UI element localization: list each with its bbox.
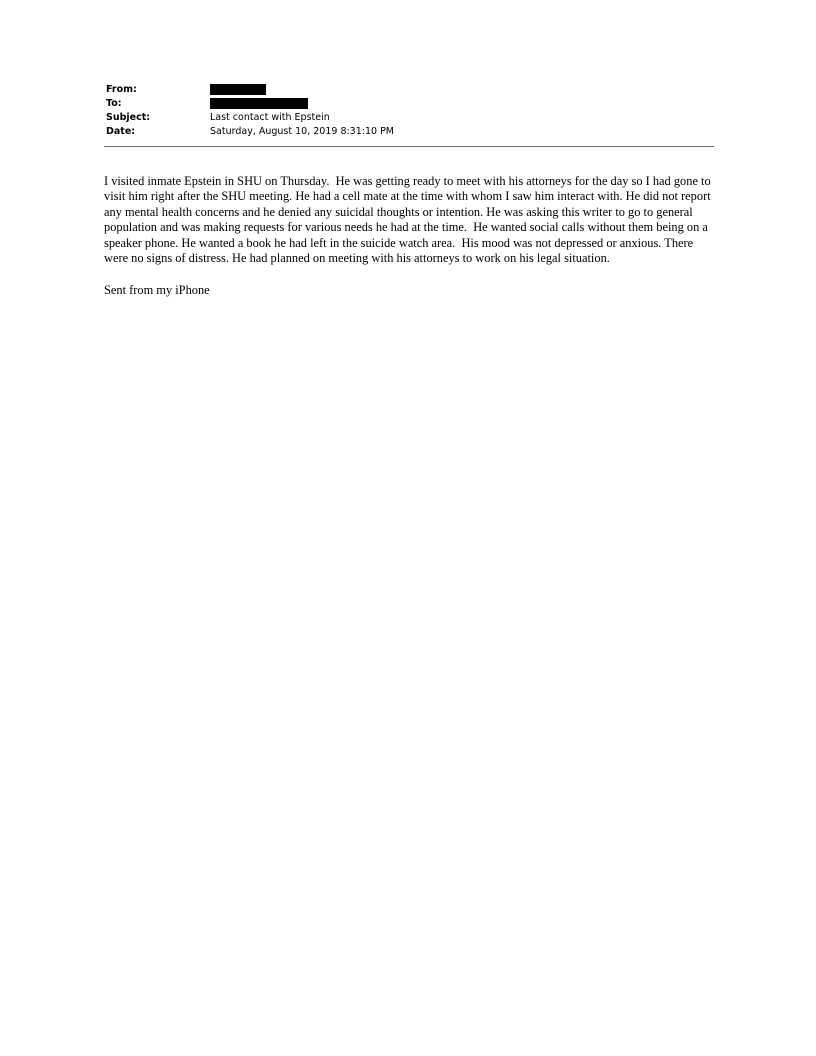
- to-row: [104, 96, 714, 110]
- to-value: [210, 98, 714, 109]
- subject-value: Last contact with Epstein: [210, 111, 330, 123]
- signature: Sent from my iPhone: [104, 283, 210, 298]
- to-label: To:: [106, 97, 122, 109]
- from-label: From:: [106, 83, 137, 95]
- date-value: Saturday, August 10, 2019 8:31:10 PM: [210, 125, 395, 137]
- from-value: [210, 84, 714, 95]
- to-redaction: [210, 98, 308, 109]
- email-body: [104, 174, 718, 299]
- from-row: [104, 82, 714, 96]
- body-paragraph: I visited inmate Epstein in SHU on Thursday. He was getting ready to meet with his attorneys for the day so I had gone to visit him right after the SHU meeting. He had a cell mate at the time with whom I saw him interact with. He did not report any mental health concerns and he denied any suicidal thoughts or intention. He was asking this writer to go to general population and was making requests for various needs he had at the time. He wanted social calls without them being on a speaker phone. He wanted a book he had left in the suicide watch area. His mood was not depressed or anxious. There were no signs of distress. He had planned on meeting with his attorneys to work on his legal situation.: [104, 174, 714, 266]
- from-redaction: [210, 84, 266, 95]
- date-label: Date:: [106, 125, 136, 137]
- date-row: [104, 124, 714, 138]
- subject-row: [104, 110, 714, 124]
- subject-label: Subject:: [106, 111, 151, 123]
- email-header: [104, 82, 714, 138]
- header-divider: [104, 146, 714, 147]
